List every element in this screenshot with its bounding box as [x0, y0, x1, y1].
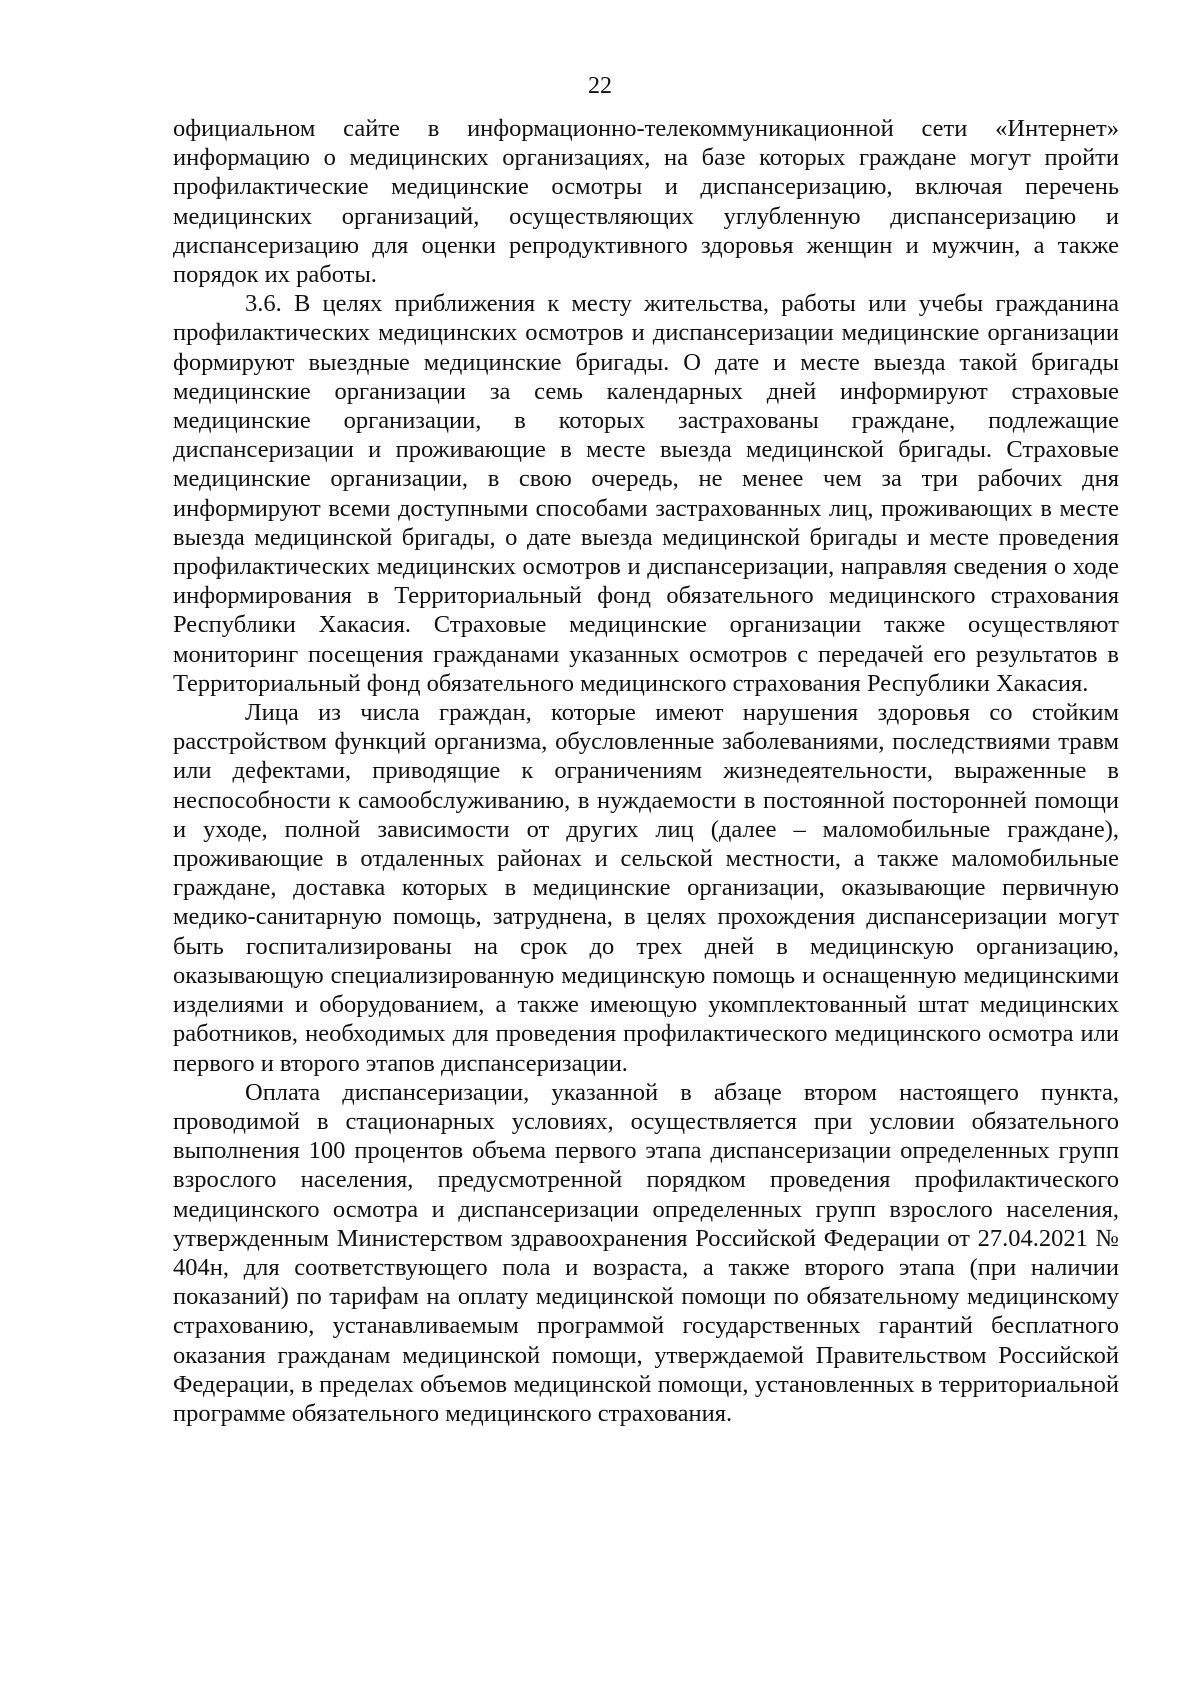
paragraph-2: 3.6. В целях приближения к месту жительства, работы или учебы гражданина профилактических медицинских осмотров и диспансеризации медицинские организации формируют выездные медицинские бригады. О дате и месте выезда такой бригады медицинские организации за семь календарных дней информируют страховые медицинские организации, в которых застрахованы граждане, подлежащие диспансеризации и проживающие в месте выезда медицинской бригады. Страховые медицинские организации, в свою очередь, не менее чем за три рабочих дня информируют всеми доступными способами застрахованных лиц, проживающих в месте выезда медицинской бригады, о дате выезда медицинской бригады и месте проведения профилактических медицинских осмотров и диспансеризации, направляя сведения о ходе информирования в Территориальный фонд обязательного медицинского страхования Республики Хакасия. Страховые медицинские организации также осуществляют мониторинг посещения гражданами указанных осмотров с передачей его результатов в Территориальный фонд обязательного медицинского страхования Республики Хакасия.	[173, 290, 1119, 697]
paragraph-3: Лица из числа граждан, которые имеют нарушения здоровья со стойким расстройством функций организма, обусловленные заболеваниями, последствиями травм или дефектами, приводящие к ограничениям жизнедеятельности, выраженные в неспособности к самообслуживанию, в нуждаемости в постоянной посторонней помощи и уходе, полной зависимости от других лиц (далее – маломобильные граждане), проживающие в отдаленных районах и сельской местности, а также маломобильные граждане, доставка которых в медицинские организации, оказывающие первичную медико-санитарную помощь, затруднена, в целях прохождения диспансеризации могут быть госпитализированы на срок до трех дней в медицинскую организацию, оказывающую специализированную медицинскую помощь и оснащенную медицинскими изделиями и оборудованием, а также имеющую укомплектованный штат медицинских работников, необходимых для проведения профилактического медицинского осмотра или первого и второго этапов диспансеризации.	[173, 699, 1119, 1077]
document-body	[173, 114, 1119, 1428]
paragraph-1: официальном сайте в информационно-телекоммуникационной сети «Интернет» информацию о медицинских организациях, на базе которых граждане могут пройти профилактические медицинские осмотры и диспансеризацию, включая перечень медицинских организаций, осуществляющих углубленную диспансеризацию и диспансеризацию для оценки репродуктивного здоровья женщин и мужчин, а также порядок их работы.	[173, 115, 1119, 289]
paragraph-4: Оплата диспансеризации, указанной в абзаце втором настоящего пункта, проводимой в стационарных условиях, осуществляется при условии обязательного выполнения 100 процентов объема первого этапа диспансеризации определенных групп взрослого населения, предусмотренной порядком проведения профилактического медицинского осмотра и диспансеризации определенных групп взрослого населения, утвержденным Министерством здравоохранения Российской Федерации от 27.04.2021 № 404н, для соответствующего пола и возраста, а также второго этапа (при наличии показаний) по тарифам на оплату медицинской помощи по обязательному медицинскому страхованию, устанавливаемым программой государственных гарантий бесплатного оказания гражданам медицинской помощи, утверждаемой Правительством Российской Федерации, в пределах объемов медицинской помощи, установленных в территориальной программе обязательного медицинского страхования.	[173, 1078, 1119, 1427]
page-number: 22	[588, 73, 612, 99]
